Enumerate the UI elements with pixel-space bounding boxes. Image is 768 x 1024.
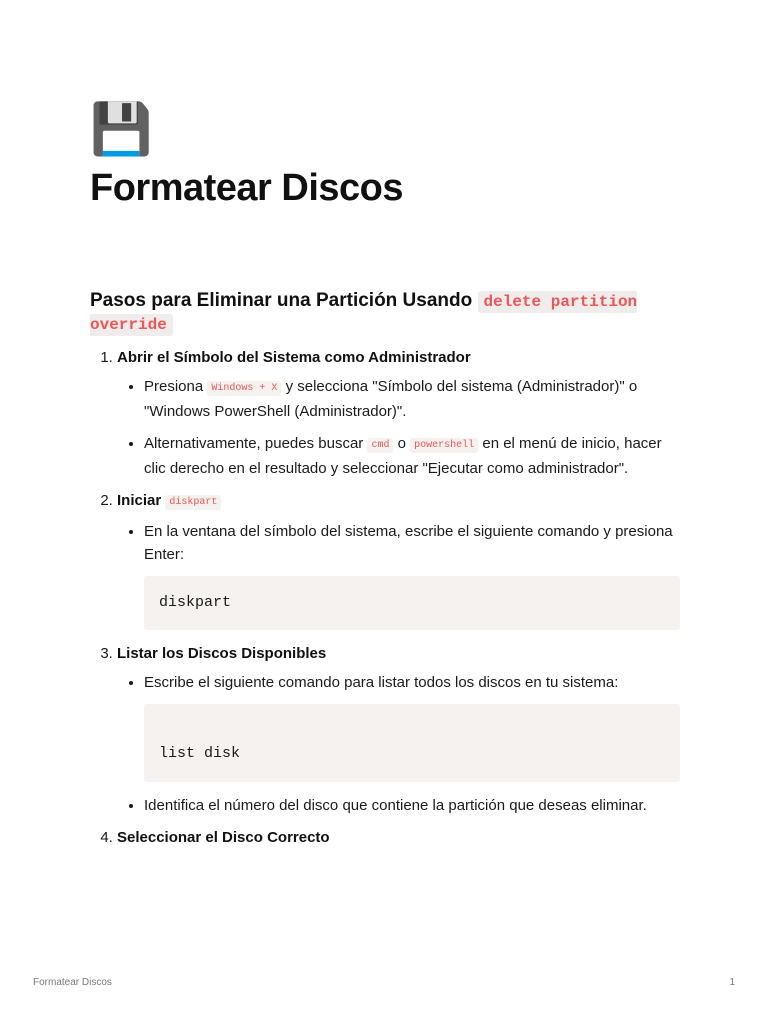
- bullet-text: Presiona: [144, 378, 204, 395]
- bullet-item: [144, 432, 680, 480]
- bullet-item: [144, 794, 680, 817]
- step-title: Abrir el Símbolo del Sistema como Administrador: [117, 349, 471, 366]
- inline-code: powershell: [410, 438, 478, 453]
- bullet-text: o: [397, 435, 406, 452]
- section-heading-text: Pasos para Eliminar una Partición Usando: [90, 290, 473, 311]
- bullet-text: en el menú de inicio, hacer clic derecho en el resultado y seleccionar "Ejecutar como administrador".: [144, 435, 662, 477]
- steps-list: [90, 346, 680, 849]
- step-item: [117, 346, 680, 480]
- step-title: Iniciar: [117, 492, 162, 509]
- floppy-disk-icon: 💾: [90, 101, 153, 157]
- bullet-text: Identifica el número del disco que contiene la partición que deseas eliminar.: [144, 797, 647, 814]
- document-page: [90, 100, 680, 849]
- step-bullets: [117, 520, 680, 630]
- step-bullets: [117, 671, 680, 817]
- step-item: [117, 826, 680, 849]
- step-item: [117, 489, 680, 630]
- bullet-text: Escribe el siguiente comando para listar todos los discos en tu sistema:: [144, 674, 619, 691]
- bullet-text: y selecciona "Símbolo del sistema (Administrador)" o "Windows PowerShell (Administrador)".: [144, 378, 638, 420]
- section-heading: [90, 290, 680, 336]
- step-title: Seleccionar el Disco Correcto: [117, 829, 330, 846]
- inline-code: Windows + X: [207, 381, 281, 396]
- step-title: Listar los Discos Disponibles: [117, 645, 327, 662]
- code-block: list disk: [144, 704, 680, 782]
- bullet-item: [144, 671, 680, 782]
- page-footer: [33, 976, 735, 990]
- bullet-text: Alternativamente, puedes buscar: [144, 435, 364, 452]
- step-item: [117, 642, 680, 817]
- inline-code: cmd: [367, 438, 393, 453]
- bullet-item: [144, 375, 680, 423]
- inline-code: diskpart: [165, 495, 221, 510]
- step-bullets: [117, 375, 680, 480]
- bullet-text: En la ventana del símbolo del sistema, escribe el siguiente comando y presiona Enter:: [144, 523, 673, 563]
- bullet-item: [144, 520, 680, 630]
- section-heading-code: delete partition override: [90, 293, 638, 334]
- footer-title: Formatear Discos: [33, 977, 112, 988]
- code-block: diskpart: [144, 576, 680, 630]
- page-title: Formatear Discos: [90, 167, 404, 209]
- page-number: 1: [729, 977, 735, 988]
